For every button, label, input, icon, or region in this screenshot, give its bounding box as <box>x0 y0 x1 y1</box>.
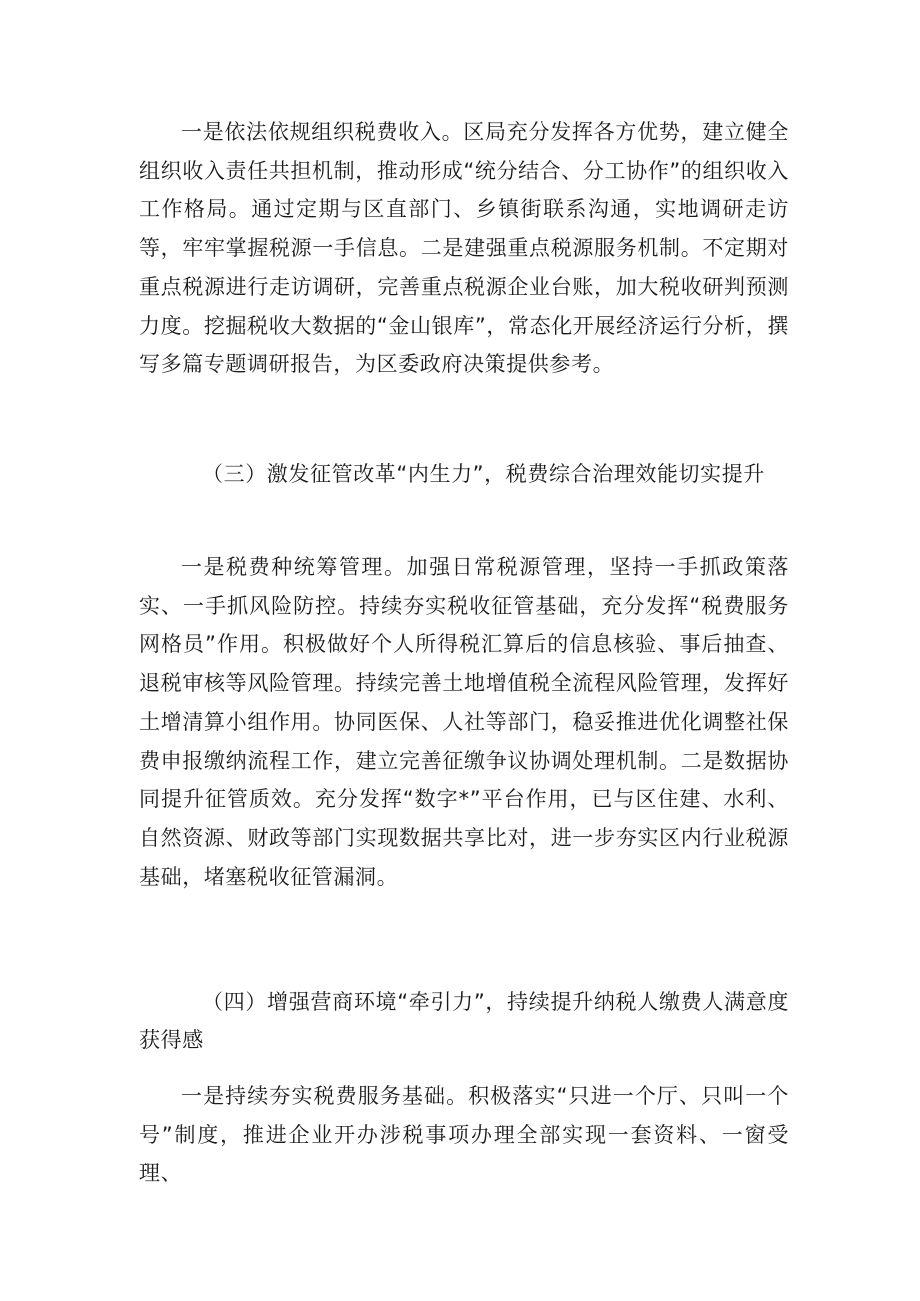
paragraph-block-1 <box>139 113 789 384</box>
body-paragraph-1: 一是依法依规组织税费收入。区局充分发挥各方优势，建立健全组织收入责任共担机制，推动形成“统分结合、分工协作”的组织收入工作格局。通过定期与区直部门、乡镇街联系沟通，实地调研走访等，牢牢掌握税源一手信息。二是建强重点税源服务机制。不定期对重点税源进行走访调研，完善重点税源企业台账，加大税收研判预测力度。挖掘税收大数据的“金山银库”，常态化开展经济运行分析，撰写多篇专题调研报告，为区委政府决策提供参考。 <box>139 120 789 377</box>
paragraph-block-2 <box>139 548 789 896</box>
body-paragraph-3: 一是持续夯实税费服务基础。积极落实“只进一个厅、只叫一个号”制度，推进企业开办涉税事项办理全部实现一套资料、一窗受理、 <box>139 1084 789 1186</box>
section-heading-block-3 <box>139 455 789 493</box>
section-heading-3: （三）激发征管改革“内生力”，税费综合治理效能切实提升 <box>202 462 765 486</box>
section-heading-4: （四）增强营商环境“牵引力”，持续提升纳税人缴费人满意度获得感 <box>139 990 789 1052</box>
paragraph-block-3 <box>139 1077 789 1193</box>
body-paragraph-2: 一是税费种统筹管理。加强日常税源管理，坚持一手抓政策落实、一手抓风险防控。持续夯实税收征管基础，充分发挥“税费服务网格员”作用。积极做好个人所得税汇算后的信息核验、事后抽查、退税审核等风险管理。持续完善土地增值税全流程风险管理，发挥好土增清算小组作用。协同医保、人社等部门，稳妥推进优化调整社保费申报缴纳流程工作，建立完善征缴争议协调处理机制。二是数据协同提升征管质效。充分发挥“数字*”平台作用，已与区住建、水利、自然资源、财政等部门实现数据共享比对，进一步夯实区内行业税源基础，堵塞税收征管漏洞。 <box>139 555 789 889</box>
section-heading-block-4 <box>139 983 789 1059</box>
